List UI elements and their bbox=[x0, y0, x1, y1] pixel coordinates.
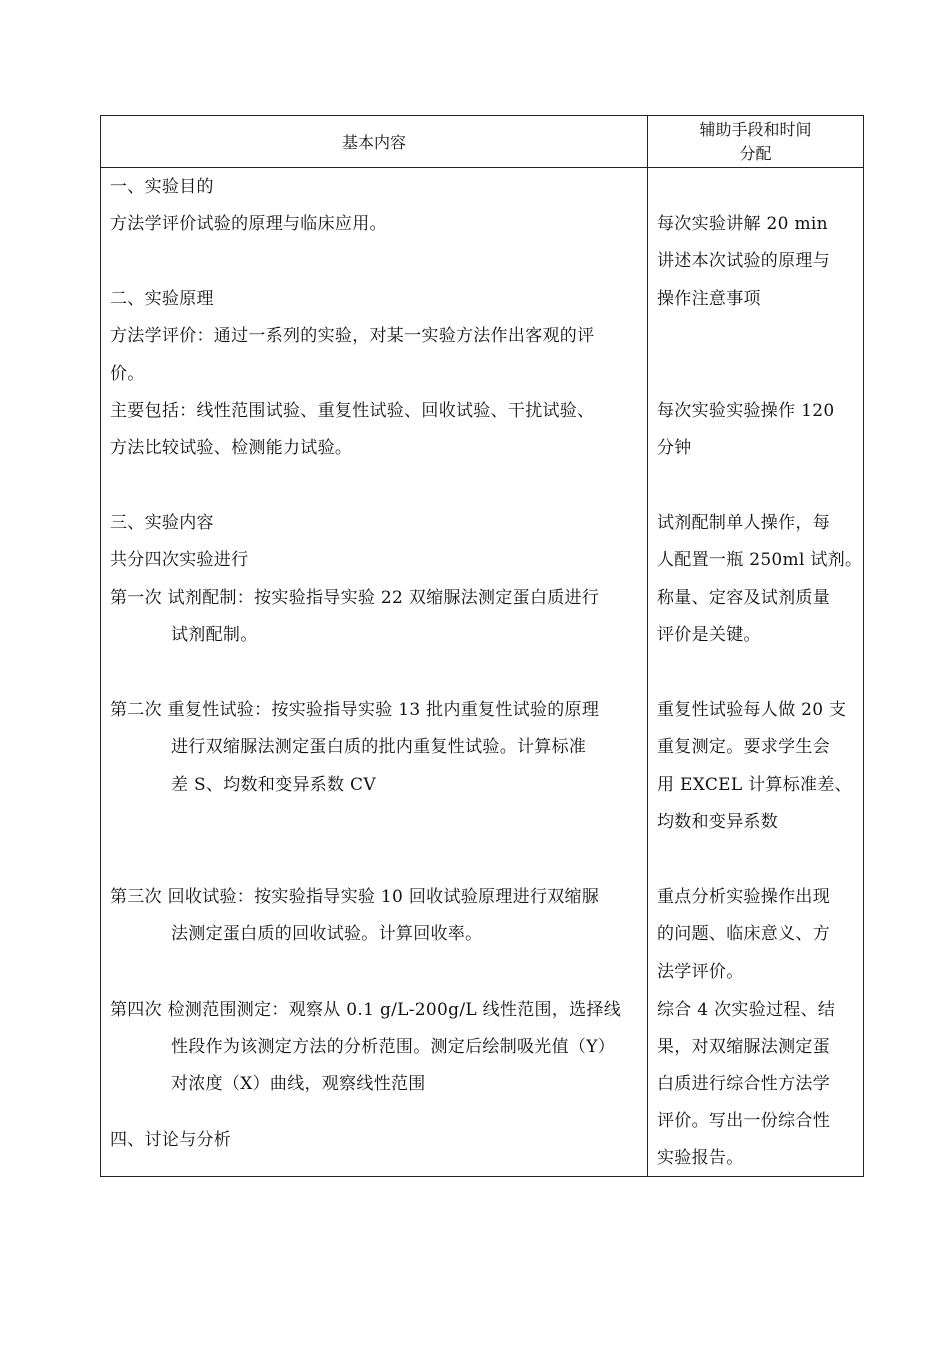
aid-summary-line2: 果，对双缩脲法测定蛋 bbox=[657, 1037, 830, 1057]
header-aids-time-line2: 分配 bbox=[739, 143, 772, 163]
section-title-objective: 一、实验目的 bbox=[110, 177, 214, 197]
session4-line1: 第四次 检测范围测定：观察从 0.1 g/L-200g/L 线性范围，选择线 bbox=[110, 1000, 622, 1020]
principle-text-line2: 价。 bbox=[110, 364, 145, 384]
aid-explain-line1: 每次实验讲解 20 min bbox=[657, 214, 828, 234]
principle-include-line2: 方法比较试验、检测能力试验。 bbox=[110, 438, 353, 458]
session4-line3: 对浓度（X）曲线，观察线性范围 bbox=[171, 1074, 426, 1094]
session3-line1: 第三次 回收试验：按实验指导实验 10 回收试验原理进行双缩脲 bbox=[110, 887, 600, 907]
header-basic-content: 基本内容 bbox=[341, 133, 406, 152]
aid-operation-line1: 每次实验实验操作 120 bbox=[657, 401, 835, 421]
aid-analysis-line1: 重点分析实验操作出现 bbox=[657, 887, 830, 907]
aid-explain-line2: 讲述本次试验的原理与 bbox=[657, 251, 830, 271]
session2-line1: 第二次 重复性试验：按实验指导实验 13 批内重复性试验的原理 bbox=[110, 700, 600, 720]
aid-repeat-line4: 均数和变异系数 bbox=[657, 812, 779, 832]
aid-summary-line3: 白质进行综合性方法学 bbox=[657, 1074, 830, 1094]
aid-reagent-line4: 评价是关键。 bbox=[657, 625, 761, 645]
objective-text: 方法学评价试验的原理与临床应用。 bbox=[110, 214, 387, 234]
session2-line2: 进行双缩脲法测定蛋白质的批内重复性试验。计算标准 bbox=[171, 737, 587, 757]
aid-summary-line1: 综合 4 次实验过程、结 bbox=[657, 1000, 836, 1020]
aid-summary-line4: 评价。写出一份综合性 bbox=[657, 1111, 830, 1131]
aid-repeat-line1: 重复性试验每人做 20 支 bbox=[657, 700, 847, 720]
content-intro: 共分四次实验进行 bbox=[110, 550, 249, 570]
aid-analysis-line2: 的问题、临床意义、方 bbox=[657, 924, 830, 944]
header-aids-time bbox=[648, 116, 863, 167]
session2-line3: 差 S、均数和变异系数 CV bbox=[171, 775, 376, 795]
column-divider bbox=[647, 116, 648, 1176]
table-header-row bbox=[101, 116, 863, 168]
section-title-discussion: 四、讨论与分析 bbox=[110, 1130, 232, 1150]
aid-repeat-line3: 用 EXCEL 计算标准差、 bbox=[657, 775, 852, 795]
aid-reagent-line3: 称量、定容及试剂质量 bbox=[657, 588, 830, 608]
principle-text-line1: 方法学评价：通过一系列的实验，对某一实验方法作出客观的评 bbox=[110, 326, 595, 346]
section-title-principle: 二、实验原理 bbox=[110, 289, 214, 309]
session3-line2: 法测定蛋白质的回收试验。计算回收率。 bbox=[171, 924, 483, 944]
aid-reagent-line2: 人配置一瓶 250ml 试剂。 bbox=[657, 550, 863, 570]
aid-operation-line2: 分钟 bbox=[657, 438, 692, 458]
aid-reagent-line1: 试剂配制单人操作，每 bbox=[657, 513, 830, 533]
aid-explain-line3: 操作注意事项 bbox=[657, 289, 761, 309]
session4-line2: 性段作为该测定方法的分析范围。测定后绘制吸光值（Y） bbox=[171, 1037, 616, 1057]
section-title-content: 三、实验内容 bbox=[110, 513, 214, 533]
aid-repeat-line2: 重复测定。要求学生会 bbox=[657, 737, 830, 757]
principle-include-line1: 主要包括：线性范围试验、重复性试验、回收试验、干扰试验、 bbox=[110, 401, 595, 421]
content-table bbox=[100, 115, 864, 1177]
aid-analysis-line3: 法学评价。 bbox=[657, 962, 744, 982]
session1-line2: 试剂配制。 bbox=[171, 625, 258, 645]
header-aids-time-line1: 辅助手段和时间 bbox=[699, 119, 812, 139]
session1-line1: 第一次 试剂配制：按实验指导实验 22 双缩脲法测定蛋白质进行 bbox=[110, 588, 600, 608]
aid-summary-line5: 实验报告。 bbox=[657, 1148, 744, 1168]
